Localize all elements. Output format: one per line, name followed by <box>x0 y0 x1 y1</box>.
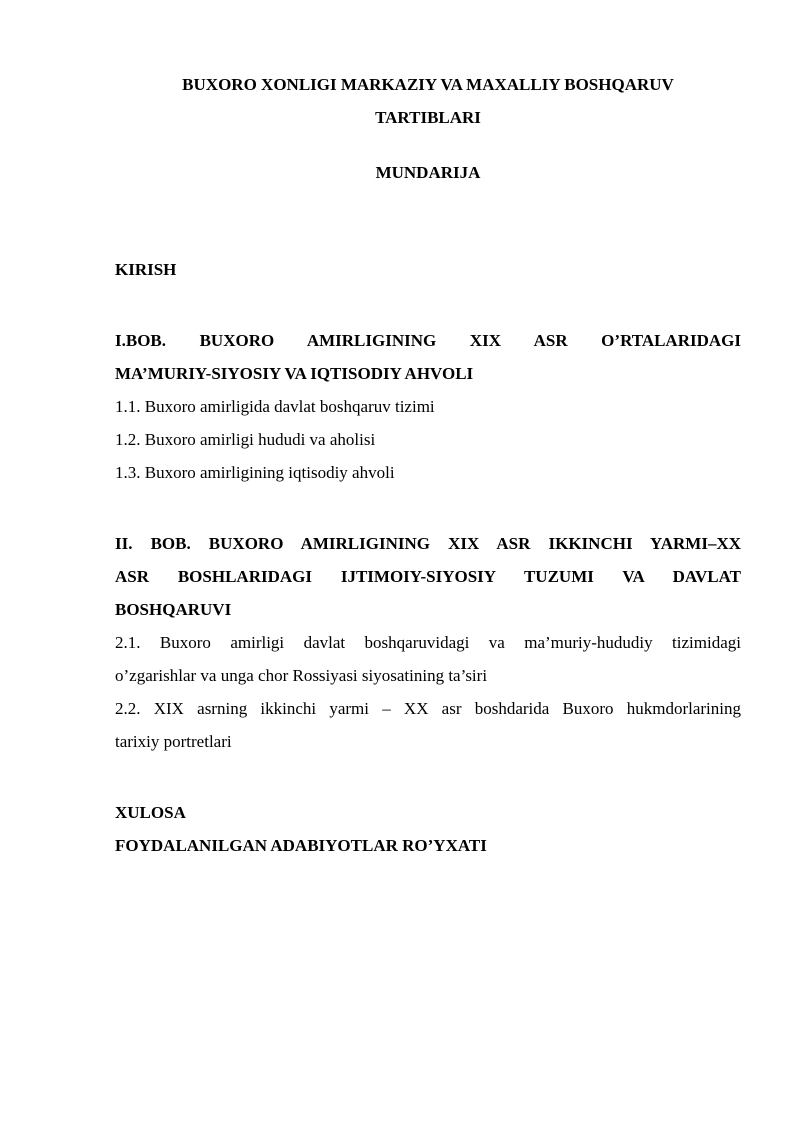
toc-entry-references: FOYDALANILGAN ADABIYOTLAR RO’YXATI <box>115 836 487 855</box>
chapter-2-heading-line-1: II. BOB. BUXORO AMIRLIGINING XIX ASR IKKINCHI YARMI–XX <box>115 534 741 553</box>
toc-entry-conclusion: XULOSA <box>115 803 186 822</box>
toc-section-1-3: 1.3. Buxoro amirligining iqtisodiy ahvoli <box>115 463 395 482</box>
toc-section-1-1: 1.1. Buxoro amirligida davlat boshqaruv tizimi <box>115 397 435 416</box>
chapter-1-heading-line-1: I.BOB. BUXORO AMIRLIGINING XIX ASR O’RTALARIDAGI <box>115 331 741 350</box>
toc-section-2-2-line-1: 2.2. XIX asrning ikkinchi yarmi – XX asr boshdarida Buxoro hukmdorlarining <box>115 699 741 718</box>
chapter-1-heading-line-2: MA’MURIY-SIYOSIY VA IQTISODIY AHVOLI <box>115 364 474 383</box>
toc-entry-intro: KIRISH <box>115 260 177 279</box>
toc-chapter-1 <box>115 324 741 390</box>
chapter-2-heading-line-2: ASR BOSHLARIDAGI IJTIMOIY-SIYOSIY TUZUMI VA DAVLAT <box>115 567 741 586</box>
toc-section-2-2-line-2: tarixiy portretlari <box>115 732 232 751</box>
toc-section-2-1-line-1: 2.1. Buxoro amirligi davlat boshqaruvidagi va ma’muriy-hududiy tizimidagi <box>115 633 741 652</box>
chapter-2-heading-line-3: BOSHQARUVI <box>115 600 232 619</box>
toc-chapter-2-sections <box>115 626 741 758</box>
toc-section-2-1-line-2: o’zgarishlar va unga chor Rossiyasi siyosatining ta’siri <box>115 666 488 685</box>
toc-chapter-1-sections <box>115 390 741 489</box>
document-title-line-2: TARTIBLARI <box>375 108 481 127</box>
document-page <box>115 68 741 862</box>
toc-heading: MUNDARIJA <box>375 163 481 182</box>
document-title-line-1: BUXORO XONLIGI MARKAZIY VA MAXALLIY BOSHQARUV <box>182 75 674 94</box>
toc-section-1-2: 1.2. Buxoro amirligi hududi va aholisi <box>115 430 376 449</box>
toc-chapter-2 <box>115 527 741 626</box>
document-title <box>115 68 741 134</box>
